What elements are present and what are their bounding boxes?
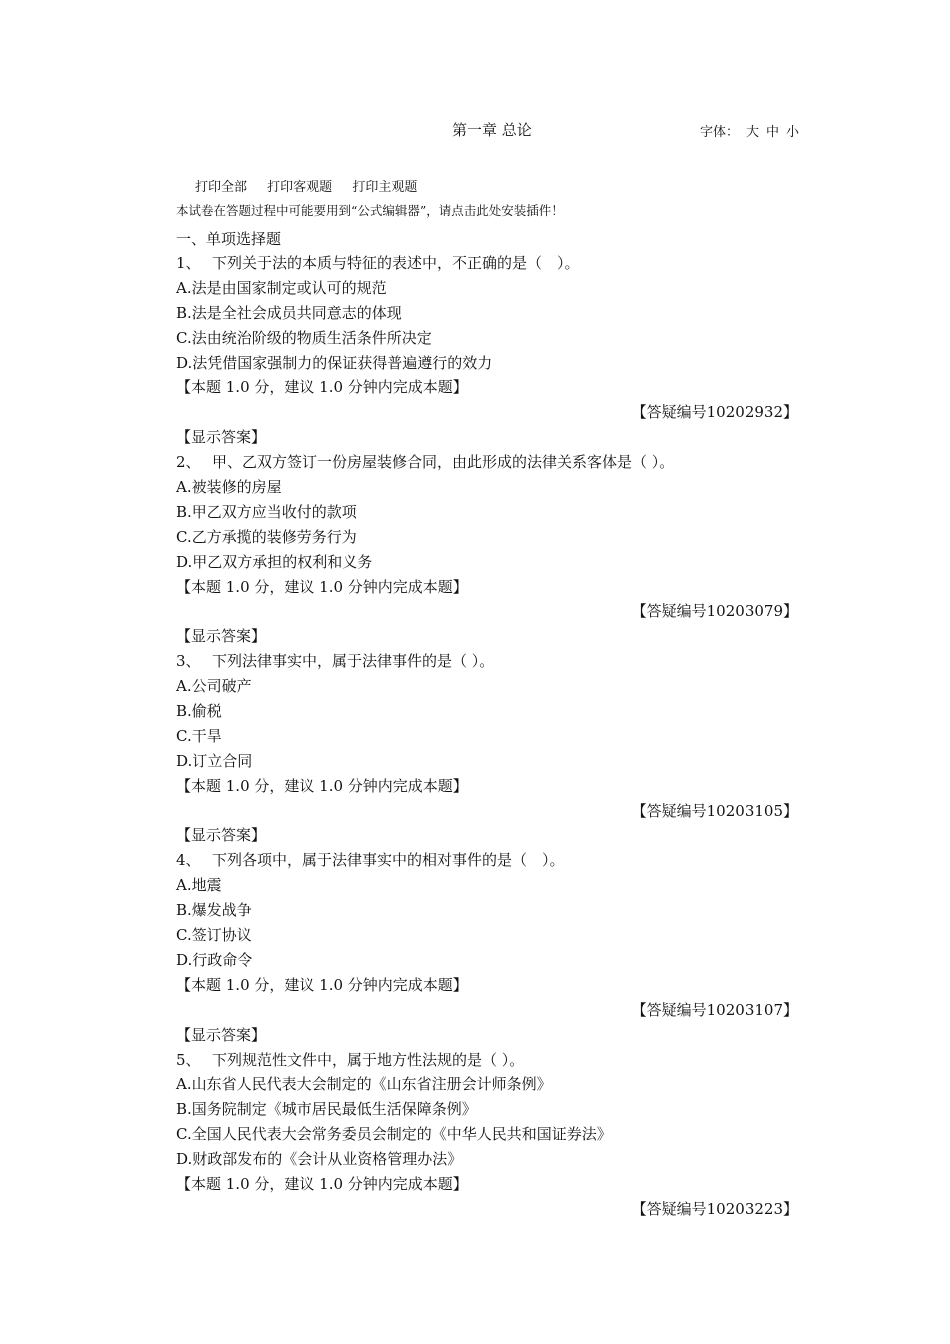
answer-option[interactable]: B.爆发战争 <box>176 901 252 920</box>
question-code-link[interactable]: 【答疑编号10202932】 <box>631 403 798 422</box>
answer-option[interactable]: C.法由统治阶级的物质生活条件所决定 <box>176 328 432 347</box>
question-text: 下列各项中，属于法律事实中的相对事件的是（ ）。 <box>212 851 565 870</box>
question-stem <box>176 1048 798 1073</box>
font-size-medium-button[interactable]: 中 <box>766 125 780 140</box>
question-meta: 【本题 1.0 分，建议 1.0 分钟内完成本题】 <box>176 378 468 397</box>
answer-option[interactable]: A.山东省人民代表大会制定的《山东省注册会计师条例》 <box>176 1075 552 1094</box>
answer-option[interactable]: B.国务院制定《城市居民最低生活保障条例》 <box>176 1100 477 1119</box>
plugin-notice <box>176 201 564 219</box>
question-item <box>176 450 798 649</box>
answer-option[interactable]: C.干旱 <box>176 726 222 745</box>
question-number: 2、 <box>176 453 201 472</box>
question-list <box>176 251 798 1222</box>
print-objective-link[interactable]: 打印客观题 <box>267 180 333 195</box>
answer-option[interactable]: D.法凭借国家强制力的保证获得普遍遵行的效力 <box>176 353 493 372</box>
question-text: 甲、乙双方签订一份房屋装修合同，由此形成的法律关系客体是（ ）。 <box>212 453 675 472</box>
question-meta: 【本题 1.0 分，建议 1.0 分钟内完成本题】 <box>176 1174 468 1193</box>
question-code-link[interactable]: 【答疑编号10203105】 <box>631 801 798 820</box>
question-code-link[interactable]: 【答疑编号10203223】 <box>631 1199 798 1218</box>
font-size-control <box>700 121 799 140</box>
question-meta: 【本题 1.0 分，建议 1.0 分钟内完成本题】 <box>176 975 468 994</box>
print-all-link[interactable]: 打印全部 <box>195 180 248 195</box>
show-answer-button[interactable]: 【显示答案】 <box>176 428 267 447</box>
question-stem <box>176 251 798 276</box>
answer-option[interactable]: A.地震 <box>176 876 222 895</box>
question-number: 4、 <box>176 851 201 870</box>
question-stem <box>176 848 798 873</box>
print-subjective-link[interactable]: 打印主观题 <box>352 180 418 195</box>
answer-option[interactable]: C.签订协议 <box>176 926 252 945</box>
show-answer-button[interactable]: 【显示答案】 <box>176 627 267 646</box>
question-text: 下列法律事实中，属于法律事件的是（ ）。 <box>212 652 495 671</box>
page-title: 第一章 总论 <box>452 121 532 139</box>
section-title: 一、单项选择题 <box>176 230 282 248</box>
question-code-link[interactable]: 【答疑编号10203107】 <box>631 1000 798 1019</box>
print-links <box>195 176 433 195</box>
font-size-small-button[interactable]: 小 <box>786 125 800 140</box>
answer-option[interactable]: B.法是全社会成员共同意志的体现 <box>176 303 402 322</box>
answer-option[interactable]: A.公司破产 <box>176 677 252 696</box>
question-item <box>176 1048 798 1222</box>
answer-option[interactable]: D.行政命令 <box>176 950 253 969</box>
install-plugin-link[interactable]: 请点击此处安装插件！ <box>438 203 564 218</box>
question-item <box>176 848 798 1047</box>
question-number: 3、 <box>176 652 201 671</box>
show-answer-button[interactable]: 【显示答案】 <box>176 826 267 845</box>
question-meta: 【本题 1.0 分，建议 1.0 分钟内完成本题】 <box>176 577 468 596</box>
font-size-large-button[interactable]: 大 <box>746 125 760 140</box>
question-code-link[interactable]: 【答疑编号10203079】 <box>631 602 798 621</box>
answer-option[interactable]: A.法是由国家制定或认可的规范 <box>176 278 387 297</box>
answer-option[interactable]: A.被装修的房屋 <box>176 478 282 497</box>
question-text: 下列规范性文件中，属于地方性法规的是（ ）。 <box>212 1050 525 1069</box>
question-text: 下列关于法的本质与特征的表述中，不正确的是（ ）。 <box>212 254 580 272</box>
answer-option[interactable]: B.偷税 <box>176 702 222 721</box>
answer-option[interactable]: C.乙方承揽的装修劳务行为 <box>176 527 357 546</box>
show-answer-button[interactable]: 【显示答案】 <box>176 1025 267 1044</box>
answer-option[interactable]: D.甲乙双方承担的权利和义务 <box>176 552 373 571</box>
answer-option[interactable]: B.甲乙双方应当收付的款项 <box>176 502 357 521</box>
font-size-label: 字体： <box>700 125 740 140</box>
question-item <box>176 649 798 848</box>
question-number: 1、 <box>176 254 201 272</box>
answer-option[interactable]: C.全国人民代表大会常务委员会制定的《中华人民共和国证券法》 <box>176 1125 612 1144</box>
question-number: 5、 <box>176 1050 201 1069</box>
answer-option[interactable]: D.订立合同 <box>176 751 253 770</box>
question-stem <box>176 649 798 674</box>
question-item <box>176 251 798 450</box>
answer-option[interactable]: D.财政部发布的《会计从业资格管理办法》 <box>176 1150 463 1169</box>
question-meta: 【本题 1.0 分，建议 1.0 分钟内完成本题】 <box>176 776 468 795</box>
question-stem <box>176 450 798 475</box>
plugin-notice-text: 本试卷在答题过程中可能要用到“公式编辑器”， <box>176 203 439 218</box>
